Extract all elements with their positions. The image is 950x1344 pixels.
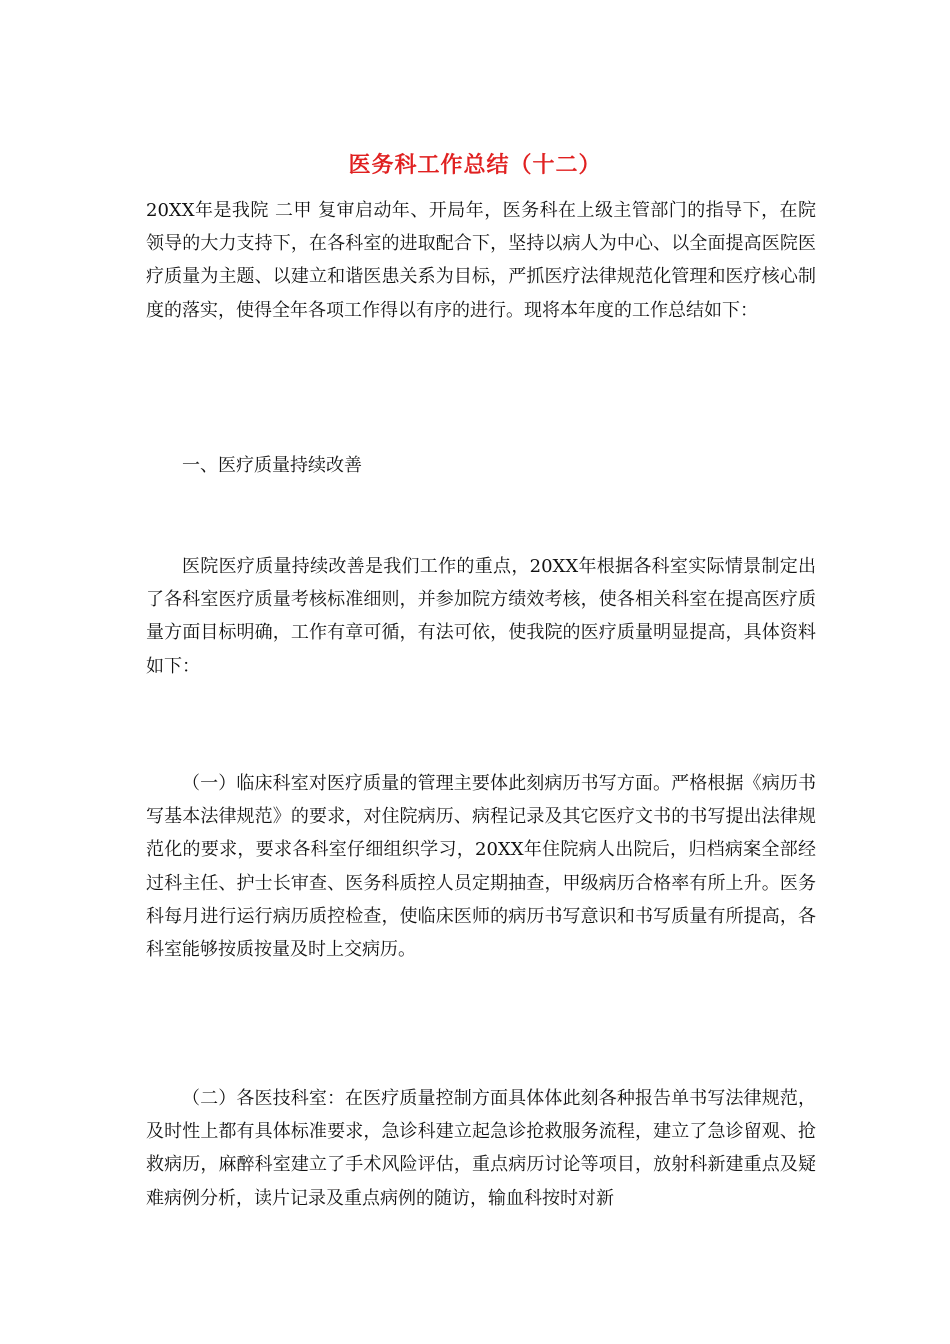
list-item-2: （二）各医技科室：在医疗质量控制方面具体体此刻各种报告单书写法律规范，及时性上都有具体标准要求，急诊科建立起急诊抢救服务流程，建立了急诊留观、抢救病历，麻醉科室建立了手术风险评估，重点病历讨论等项目，放射科新建重点及疑难病例分析，读片记录及重点病例的随访，输血科按时对新 [146, 1088, 816, 1209]
section-body-1: 医院医疗质量持续改善是我们工作的重点，20XX年根据各科室实际情景制定出了各科室医疗质量考核标准细则，并参加院方绩效考核，使各相关科室在提高医疗质量方面目标明确，工作有章可循，有法可依，使我院的医疗质量明显提高，具体资料如下： [146, 556, 816, 677]
section-heading-1: 一、医疗质量持续改善 [182, 455, 362, 476]
list-item-1: （一）临床科室对医疗质量的管理主要体此刻病历书写方面。严格根据《病历书写基本法律规范》的要求，对住院病历、病程记录及其它医疗文书的书写提出法律规范化的要求，要求各科室仔细组织学习，20XX年住院病人出院后，归档病案全部经过科主任、护士长审查、医务科质控人员定期抽查，甲级病历合格率有所上升。医务科每月进行运行病历质控检查，使临床医师的病历书写意识和书写质量有所提高，各科室能够按质按量及时上交病历。 [146, 773, 816, 961]
document-title: 医务科工作总结（十二） [348, 152, 602, 178]
intro-paragraph: 20XX年是我院 二甲 复审启动年、开局年，医务科在上级主管部门的指导下，在院领导的大力支持下，在各科室的进取配合下，坚持以病人为中心、以全面提高医院医疗质量为主题、以建立和谐医患关系为目标，严抓医疗法律规范化管理和医疗核心制度的落实，使得全年各项工作得以有序的进行。现将本年度的工作总结如下： [146, 200, 816, 321]
